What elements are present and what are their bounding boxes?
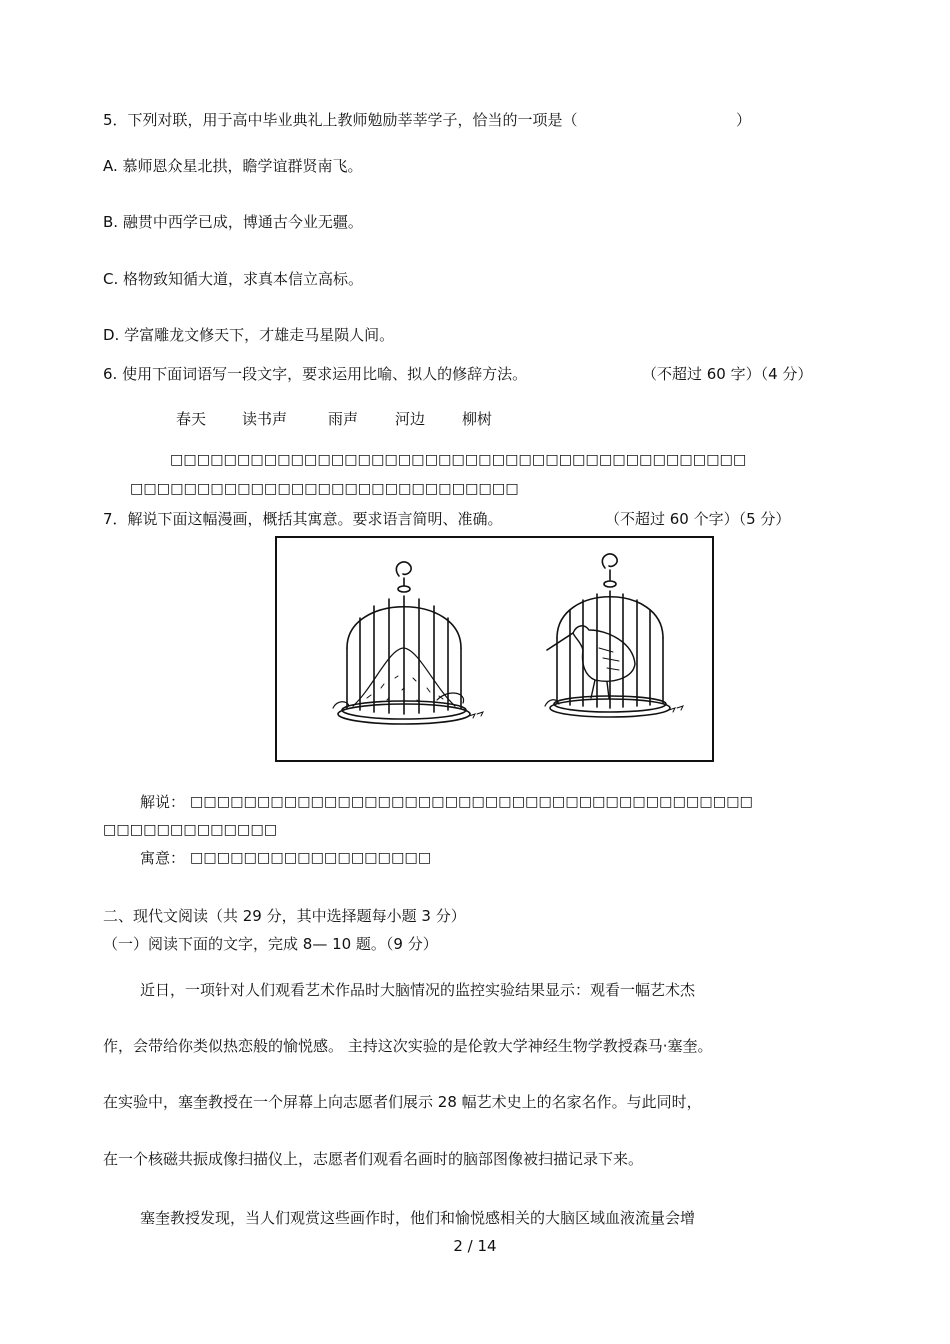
q7-meaning-line: □□□□□□□□□□□□□□□□□□ [190, 850, 432, 866]
q7-explain-line-1: □□□□□□□□□□□□□□□□□□□□□□□□□□□□□□□□□□□□□□□□□□ [190, 794, 753, 810]
q6-stem: 6. 使用下面词语写一段文字，要求运用比喻、拟人的修辞方法。 [103, 365, 528, 383]
q6-limit: （不超过 60 字）（4 分） [642, 365, 813, 383]
q6-answer-line-2: □□□□□□□□□□□□□□□□□□□□□□□□□□□□□ [130, 481, 519, 497]
q6-word-3: 雨声 [328, 410, 359, 428]
q7-explain-label: 解说： [140, 793, 186, 811]
section2-title: 二、现代文阅读（共 29 分，其中选择题每小题 3 分） [103, 907, 466, 925]
passage-line-3: 在实验中，塞奎教授在一个屏幕上向志愿者们展示 28 幅艺术史上的名家名作。与此同时， [103, 1093, 702, 1111]
q7-explain-line-2: □□□□□□□□□□□□□ [103, 822, 278, 838]
q5-option-d: D. 学富雕龙文修天下，才雄走马星陨人间。 [103, 326, 395, 344]
q5-stem: 5．下列对联，用于高中毕业典礼上教师勉励莘莘学子，恰当的一项是（ [103, 111, 578, 129]
q5-option-c: C. 格物致知循大道，求真本信立高标。 [103, 270, 364, 288]
cartoon-figure [275, 536, 714, 762]
q6-word-4: 河边 [395, 410, 426, 428]
q6-word-5: 柳树 [462, 410, 493, 428]
passage-line-1: 近日，一项针对人们观看艺术作品时大脑情况的监控实验结果显示：观看一幅艺术杰 [140, 981, 696, 999]
q5-close-paren: ） [736, 111, 752, 129]
section2-subtitle: （一）阅读下面的文字，完成 8— 10 题。（9 分） [103, 935, 438, 953]
passage-line-5: 塞奎教授发现，当人们观赏这些画作时，他们和愉悦感相关的大脑区域血液流量会增 [140, 1209, 696, 1227]
q7-meaning-label: 寓意： [140, 849, 186, 867]
page-number: 2 / 14 [453, 1237, 497, 1255]
q6-word-2: 读书声 [242, 410, 288, 428]
q5-option-a: A. 慕师恩众星北拱，瞻学谊群贤南飞。 [103, 157, 363, 175]
q7-limit: （不超过 60 个字）（5 分） [605, 510, 791, 528]
q5-option-b: B. 融贯中西学已成，博通古今业无疆。 [103, 213, 363, 231]
q6-word-1: 春天 [176, 410, 207, 428]
passage-line-4: 在一个核磁共振成像扫描仪上，志愿者们观看名画时的脑部图像被扫描记录下来。 [103, 1150, 644, 1168]
q7-stem: 7．解说下面这幅漫画，概括其寓意。要求语言简明、准确。 [103, 510, 503, 528]
passage-line-2: 作，会带给你类似热恋般的愉悦感。 主持这次实验的是伦敦大学神经生物学教授森马·塞奎。 [103, 1037, 713, 1055]
q6-answer-line-1: □□□□□□□□□□□□□□□□□□□□□□□□□□□□□□□□□□□□□□□□□□□ [170, 452, 747, 468]
birdcage-cartoon-illustration [277, 538, 712, 760]
